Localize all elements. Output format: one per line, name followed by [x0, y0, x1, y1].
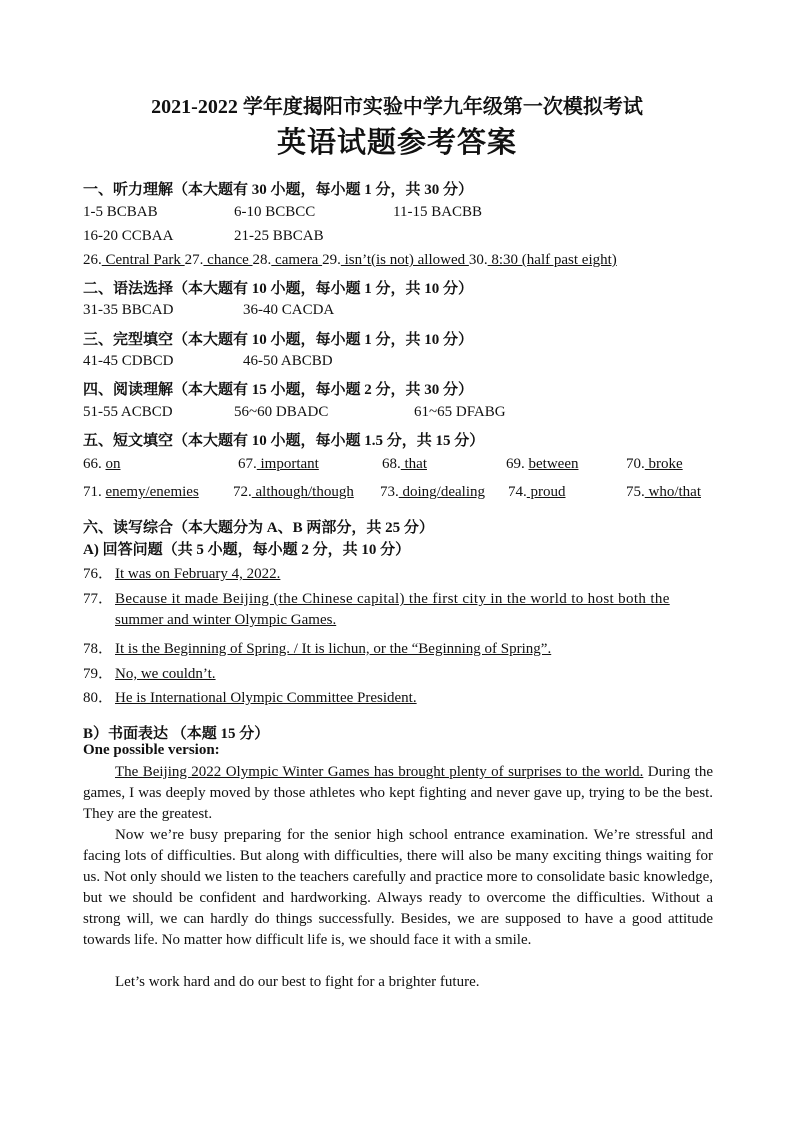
answer-text: chance: [203, 252, 253, 268]
blank-answer-73: [380, 484, 485, 501]
answer-text: that: [400, 456, 427, 472]
answer-text: It was on February 4, 2022.: [115, 566, 281, 582]
answer-number: 77．: [83, 591, 114, 607]
listening-fill-row: [83, 252, 617, 269]
answer-text: isn’t(is not) allowed: [340, 252, 469, 268]
essay-paragraph-1-rest: During the games, I was deeply moved by those athletes who kept fighting and never gave up, trying to be the best. They are the greatest.: [83, 764, 713, 822]
blank-answer-72: [233, 484, 354, 501]
essay-label: One possible version:: [83, 742, 220, 758]
answer-number: 78．: [83, 641, 114, 657]
answer-text: He is International Olympic Committee President.: [115, 690, 417, 706]
grammar-answers-31-35: 31-35 BBCAD: [83, 302, 174, 318]
essay-underlined-sentence: The Beijing 2022 Olympic Winter Games has brought plenty of surprises to the world.: [115, 764, 644, 780]
answer-number: 70.: [626, 456, 645, 472]
reading-answers-56-60: 56~60 DBADC: [234, 404, 329, 420]
section-listening-heading: 一、听力理解（本大题有 30 小题，每小题 1 分，共 30 分）: [83, 182, 474, 198]
exam-title: 2021-2022 学年度揭阳市实验中学九年级第一次模拟考试: [151, 96, 643, 118]
section-integrated-heading: 六、读写综合（本大题分为 A、B 两部分，共 25 分）: [83, 520, 434, 536]
essay-paragraph-3: Let’s work hard and do our best to fight for a brighter future.: [115, 974, 480, 990]
answer-text: proud: [526, 484, 566, 500]
answer-number: 71.: [83, 484, 102, 500]
answer-number: 73.: [380, 484, 399, 500]
answer-number: 27.: [184, 252, 204, 268]
answer-number: 74.: [508, 484, 527, 500]
listening-answers-6-10: 6-10 BCBCC: [234, 204, 316, 220]
answer-78: [83, 637, 551, 658]
answer-number: 28.: [252, 252, 272, 268]
listening-answers-21-25: 21-25 BBCAB: [234, 228, 324, 244]
reading-answers-51-55: 51-55 ACBCD: [83, 404, 173, 420]
essay-paragraph-2: Now we’re busy preparing for the senior high school entrance examination. We’re stressful and facing lots of difficulties. But along with difficulties, there will also be many exciting things waiting for us. Not only should we listen to the teachers carefully and practice more to consolidate basic knowledge, but we should be confident and hardworking. Always ready to overcome the difficulties. Without a strong will, we can hardly do things successfully. Besides, we are supposed to have a good attitude towards life. No matter how difficult life is, we should face it with a smile.: [83, 827, 713, 948]
answer-text: broke: [644, 456, 683, 472]
section-blanks-heading: 五、短文填空（本大题有 10 小题，每小题 1.5 分，共 15 分）: [83, 433, 485, 449]
answer-text: on: [105, 456, 121, 472]
answer-77: [83, 587, 713, 608]
answer-number: 30.: [468, 252, 488, 268]
answer-text: Because it made Beijing (the Chinese capital) the first city in the world to host both the: [115, 591, 670, 607]
answer-number: 80．: [83, 690, 114, 706]
answer-text: It is the Beginning of Spring. / It is lichun, or the “Beginning of Spring”.: [115, 641, 552, 657]
answer-number: 79．: [83, 666, 114, 682]
section-cloze-heading: 三、完型填空（本大题有 10 小题，每小题 1 分，共 10 分）: [83, 332, 474, 348]
blank-answer-74: [508, 484, 566, 501]
section-grammar-heading: 二、语法选择（本大题有 10 小题，每小题 1 分，共 10 分）: [83, 281, 474, 297]
answer-number: 26.: [83, 252, 102, 268]
blank-answer-70: [626, 456, 683, 473]
answer-number: 66.: [83, 456, 102, 472]
answer-76: [83, 562, 280, 583]
listening-answers-11-15: 11-15 BACBB: [393, 204, 483, 220]
answer-key-title: 英语试题参考答案: [276, 127, 517, 159]
answer-text: Central Park: [101, 252, 185, 268]
grammar-answers-36-40: 36-40 CACDA: [243, 302, 335, 318]
answer-79: [83, 662, 216, 683]
answer-text: doing/dealing: [398, 484, 485, 500]
answer-number: 68.: [382, 456, 401, 472]
blank-answer-75: [626, 484, 701, 501]
blank-answer-71: [83, 484, 199, 501]
reading-answers-61-65: 61~65 DFABG: [414, 404, 506, 420]
listening-answers-1-5: 1-5 BCBAB: [83, 204, 158, 220]
listening-answers-16-20: 16-20 CCBAA: [83, 228, 174, 244]
answer-80: [83, 686, 417, 707]
answer-text: camera: [271, 252, 323, 268]
cloze-answers-46-50: 46-50 ABCBD: [243, 353, 333, 369]
answer-text: enemy/enemies: [105, 484, 199, 500]
blank-answer-68: [382, 456, 427, 473]
answer-text: important: [256, 456, 319, 472]
answer-77-continued: [115, 612, 336, 629]
answer-text: No, we couldn’t.: [115, 666, 216, 682]
answer-text: between: [528, 456, 579, 472]
essay-paragraph-1: [83, 762, 713, 825]
section-reading-heading: 四、阅读理解（本大题有 15 小题，每小题 2 分，共 30 分）: [83, 382, 474, 398]
blank-answer-67: [238, 456, 319, 473]
answer-number: 69.: [506, 456, 525, 472]
answer-number: 67.: [238, 456, 257, 472]
part-b-heading: B）书面表达 （本题 15 分）: [83, 726, 270, 742]
answer-number: 72.: [233, 484, 252, 500]
blank-answer-69: [506, 456, 578, 473]
answer-number: 76．: [83, 566, 114, 582]
cloze-answers-41-45: 41-45 CDBCD: [83, 353, 174, 369]
answer-number: 75.: [626, 484, 645, 500]
part-a-heading: A) 回答问题（共 5 小题，每小题 2 分，共 10 分）: [83, 542, 411, 558]
answer-text: summer and winter Olympic Games.: [115, 612, 337, 628]
blank-answer-66: [83, 456, 121, 473]
answer-text: 8:30 (half past eight): [487, 252, 617, 268]
answer-text: who/that: [644, 484, 701, 500]
answer-number: 29.: [322, 252, 341, 268]
answer-text: although/though: [251, 484, 354, 500]
